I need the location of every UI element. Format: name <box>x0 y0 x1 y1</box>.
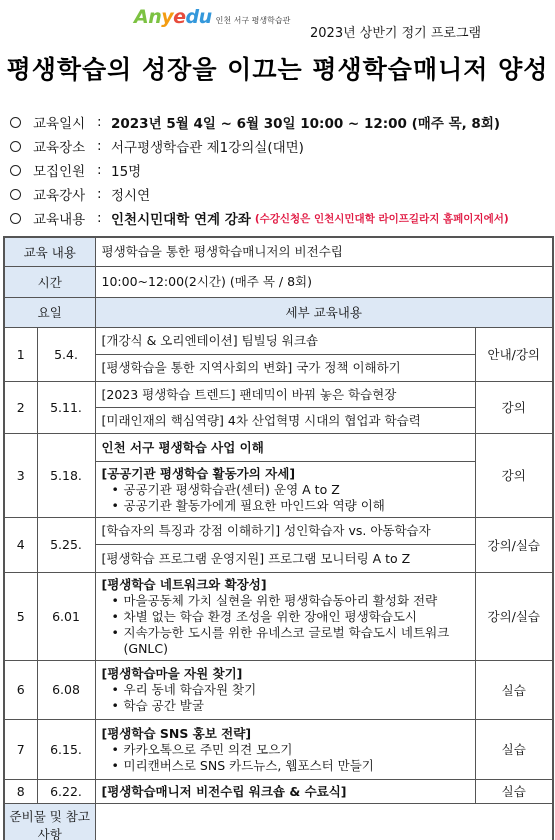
list-item: • 마을공동체 가치 실현을 위한 평생학습동아리 활성화 전략 <box>102 593 469 609</box>
session-date: 6.22. <box>37 779 95 803</box>
session-topic: [2023 평생학습 트렌드] 팬데믹이 바꿔 놓은 학습현장 <box>95 381 475 407</box>
info-label: 교육내용 <box>33 212 86 228</box>
session-method: 안내/강의 <box>475 327 553 381</box>
session-topic: [평생학습매니저 비전수립 워크숍 & 수료식] <box>95 779 475 803</box>
time-value: 10:00~12:00(2시간) (매주 목 / 8회) <box>95 266 553 297</box>
info-value: 15명 <box>111 164 142 180</box>
info-row-teacher <box>10 182 550 206</box>
session-number: 5 <box>4 572 37 660</box>
session-number: 3 <box>4 433 37 517</box>
table-row <box>4 719 553 779</box>
session-topic: [평생학습 네트워크와 확장성] <box>101 576 267 592</box>
circle-bullet-icon <box>10 141 21 152</box>
topic-list <box>102 593 469 657</box>
session-method: 실습 <box>475 660 553 719</box>
page-title: 평생학습의 성장을 이끄는 평생학습매니저 양성 <box>6 55 549 84</box>
session-topic: [공공기관 평생학습 활동가의 자세] <box>101 465 296 481</box>
header <box>0 0 555 92</box>
table-row <box>4 433 553 461</box>
topic-list <box>102 742 469 774</box>
session-date: 5.25. <box>37 517 95 572</box>
info-row-period <box>10 110 550 134</box>
session-topic: [평생학습 프로그램 운영지원] 프로그램 모니터링 A to Z <box>95 544 475 572</box>
table-row <box>4 572 553 660</box>
circle-bullet-icon <box>10 213 21 224</box>
circle-bullet-icon <box>10 117 21 128</box>
info-list <box>10 110 550 230</box>
logo-wordmark: Anyedu <box>134 6 212 28</box>
session-number: 6 <box>4 660 37 719</box>
session-date: 6.15. <box>37 719 95 779</box>
session-method: 강의/실습 <box>475 517 553 572</box>
colon: : <box>97 114 102 130</box>
info-row-content <box>10 206 550 230</box>
session-topic: [평생학습마을 자원 찾기] <box>101 666 243 681</box>
session-method: 강의/실습 <box>475 572 553 660</box>
list-item: • 카카오톡으로 주민 의견 모으기 <box>102 742 469 758</box>
colon: : <box>97 210 102 226</box>
table-row <box>4 237 553 266</box>
logo-subtext: 인천 서구 평생학습관 <box>215 16 291 25</box>
session-method: 실습 <box>475 779 553 803</box>
session-topic: 인천 서구 평생학습 사업 이해 <box>95 433 475 461</box>
list-item: • 공공기관 활동가에게 필요한 마인드와 역량 이해 <box>102 498 469 514</box>
topic-list <box>102 682 469 714</box>
list-item: • 미리캔버스로 SNS 카드뉴스, 웹포스터 만들기 <box>102 758 469 774</box>
session-number: 8 <box>4 779 37 803</box>
list-item: • 차별 없는 학습 환경 조성을 위한 장애인 평생학습도시 <box>102 609 469 625</box>
session-method: 실습 <box>475 719 553 779</box>
info-value: 정시연 <box>111 188 151 204</box>
prep-label: 준비물 및 참고사항 <box>4 803 95 840</box>
colon: : <box>97 186 102 202</box>
table-row <box>4 327 553 354</box>
detail-header: 세부 교육내용 <box>95 297 553 327</box>
colon: : <box>97 138 102 154</box>
info-row-place <box>10 134 550 158</box>
session-number: 4 <box>4 517 37 572</box>
table-header-row <box>4 297 553 327</box>
table-row <box>4 803 553 840</box>
circle-bullet-icon <box>10 165 21 176</box>
session-topic: [미래인재의 핵심역량] 4차 산업혁명 시대의 협업과 학습력 <box>95 407 475 433</box>
info-label: 교육장소 <box>33 140 86 156</box>
session-topic: [평생학습 SNS 홍보 전략] <box>101 725 252 741</box>
session-topic: [평생학습을 통한 지역사회의 변화] 국가 정책 이해하기 <box>95 354 475 381</box>
session-detail <box>95 719 475 779</box>
info-value: 인천시민대학 연계 강좌 <box>111 212 251 228</box>
session-number: 2 <box>4 381 37 433</box>
content-value: 평생학습을 통한 평생학습매니저의 비전수립 <box>95 237 553 266</box>
list-item: • 우리 동네 학습자원 찾기 <box>102 682 469 698</box>
circle-bullet-icon <box>10 189 21 200</box>
info-value: 서구평생학습관 제1강의실(대면) <box>111 140 304 156</box>
logo <box>134 6 290 32</box>
session-detail <box>95 572 475 660</box>
info-value: 2023년 5월 4일 ~ 6월 30일 10:00 ~ 12:00 (매주 목, 8회) <box>111 116 501 132</box>
session-date: 6.01 <box>37 572 95 660</box>
day-header: 요일 <box>4 297 95 327</box>
session-topic: [개강식 & 오리엔테이션] 팀빌딩 워크숍 <box>95 327 475 354</box>
info-label: 교육강사 <box>33 188 86 204</box>
info-row-count <box>10 158 550 182</box>
info-note: (수강신청은 인천시민대학 라이프길라지 홈페이지에서) <box>254 212 509 225</box>
session-number: 7 <box>4 719 37 779</box>
prep-value <box>95 803 553 840</box>
list-item: • 공공기관 평생학습관(센터) 운영 A to Z <box>102 482 469 498</box>
list-item: • 지속가능한 도시를 위한 유네스코 글로벌 학습도시 네트워크(GNLC) <box>102 625 469 657</box>
session-date: 5.11. <box>37 381 95 433</box>
session-detail <box>95 461 475 517</box>
session-method: 강의 <box>475 381 553 433</box>
session-topic: [학습자의 특징과 강점 이해하기] 성인학습자 vs. 아동학습자 <box>95 517 475 544</box>
time-label: 시간 <box>4 266 95 297</box>
schedule-table <box>3 236 554 840</box>
session-date: 6.08 <box>37 660 95 719</box>
table-row <box>4 266 553 297</box>
session-date: 5.4. <box>37 327 95 381</box>
program-subtitle: 2023년 상반기 정기 프로그램 <box>310 26 482 41</box>
table-row <box>4 517 553 544</box>
session-detail <box>95 660 475 719</box>
info-label: 교육일시 <box>33 116 86 132</box>
session-date: 5.18. <box>37 433 95 517</box>
topic-list <box>102 482 469 514</box>
table-row <box>4 660 553 719</box>
session-number: 1 <box>4 327 37 381</box>
colon: : <box>97 162 102 178</box>
session-method: 강의 <box>475 433 553 517</box>
info-label: 모집인원 <box>33 164 86 180</box>
content-label: 교육 내용 <box>4 237 95 266</box>
table-row <box>4 381 553 407</box>
list-item: • 학습 공간 발굴 <box>102 698 469 714</box>
table-row <box>4 779 553 803</box>
